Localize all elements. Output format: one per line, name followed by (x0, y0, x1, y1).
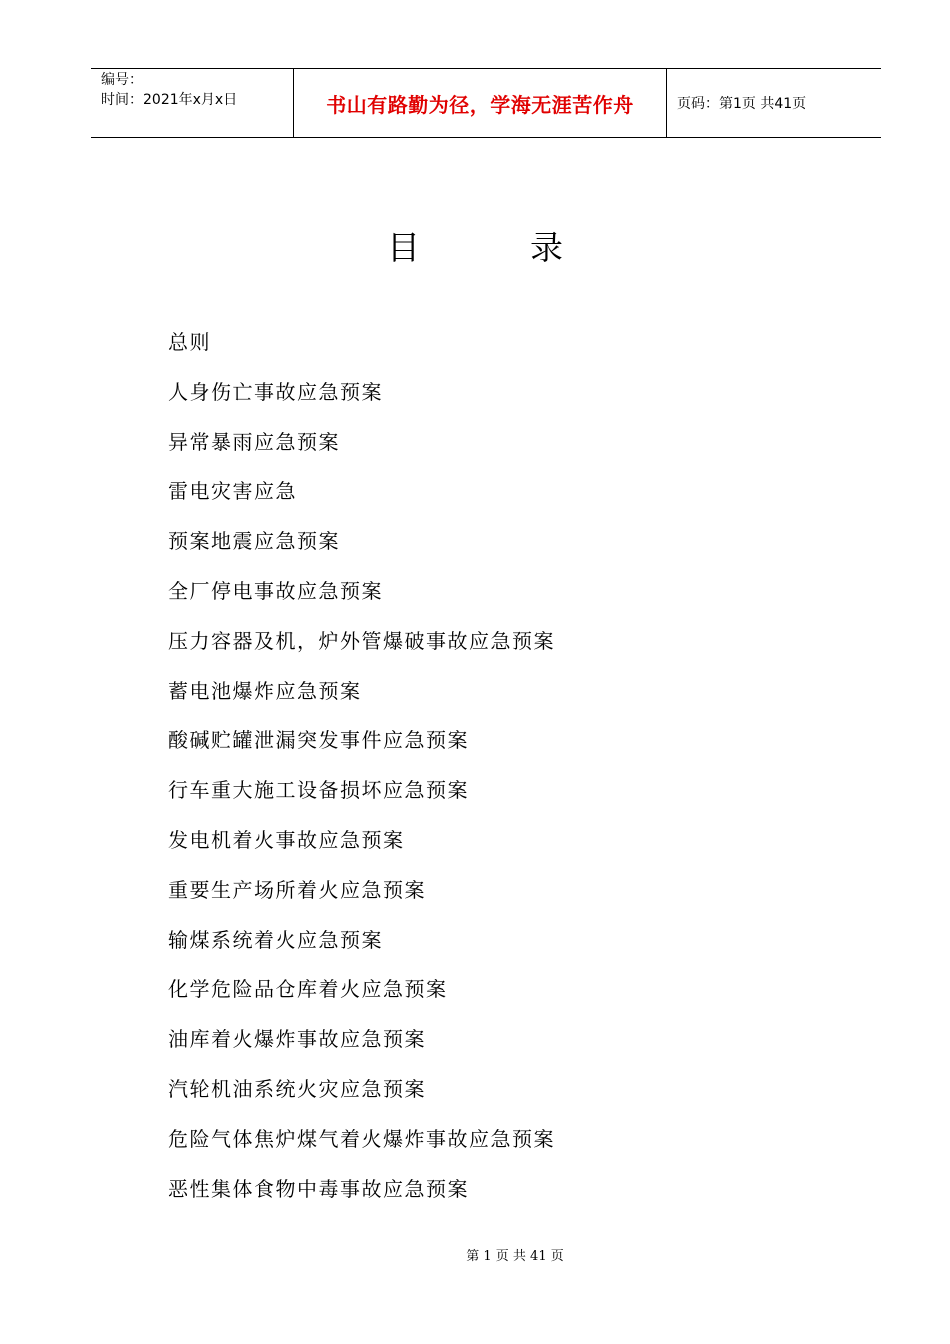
toc-item[interactable]: 油库着火爆炸事故应急预案 (168, 1027, 426, 1052)
toc-item[interactable]: 重要生产场所着火应急预案 (168, 877, 426, 902)
page-header (91, 68, 881, 138)
toc-item[interactable]: 危险气体焦炉煤气着火爆炸事故应急预案 (168, 1126, 555, 1151)
page-footer (0, 1245, 950, 1264)
motto-text: 书山有路勤为径，学海无涯苦作舟 (326, 92, 634, 117)
number-label: 编号： (101, 72, 143, 88)
table-of-contents (168, 326, 555, 1222)
toc-item[interactable]: 发电机着火事故应急预案 (168, 827, 405, 852)
toc-item[interactable]: 输煤系统着火应急预案 (168, 927, 383, 952)
toc-item[interactable]: 化学危险品仓库着火应急预案 (168, 977, 448, 1002)
toc-item[interactable]: 雷电灾害应急 (168, 479, 297, 504)
time-label: 时间：2021年x月x日 (101, 92, 238, 108)
title-char-2: 录 (530, 228, 563, 267)
toc-item[interactable]: 压力容器及机，炉外管爆破事故应急预案 (168, 628, 555, 653)
toc-item[interactable]: 蓄电池爆炸应急预案 (168, 678, 362, 703)
toc-item[interactable]: 全厂停电事故应急预案 (168, 578, 383, 603)
toc-item[interactable]: 恶性集体食物中毒事故应急预案 (168, 1176, 469, 1201)
header-motto-cell (294, 69, 667, 137)
toc-item[interactable]: 汽轮机油系统火灾应急预案 (168, 1076, 426, 1101)
header-meta (91, 69, 294, 137)
toc-item[interactable]: 酸碱贮罐泄漏突发事件应急预案 (168, 728, 469, 753)
footer-page-number: 第 1 页 共 41 页 (466, 1249, 564, 1264)
title-char-1: 目 (387, 228, 420, 267)
page-info: 页码：第1页 共41页 (677, 96, 807, 112)
toc-item[interactable]: 预案地震应急预案 (168, 529, 340, 554)
toc-item[interactable]: 异常暴雨应急预案 (168, 429, 340, 454)
toc-item[interactable]: 人身伤亡事故应急预案 (168, 379, 383, 404)
header-page-cell (667, 69, 881, 137)
toc-item[interactable]: 行车重大施工设备损坏应急预案 (168, 778, 469, 803)
toc-item[interactable]: 总则 (168, 330, 211, 354)
page-title (0, 222, 950, 269)
